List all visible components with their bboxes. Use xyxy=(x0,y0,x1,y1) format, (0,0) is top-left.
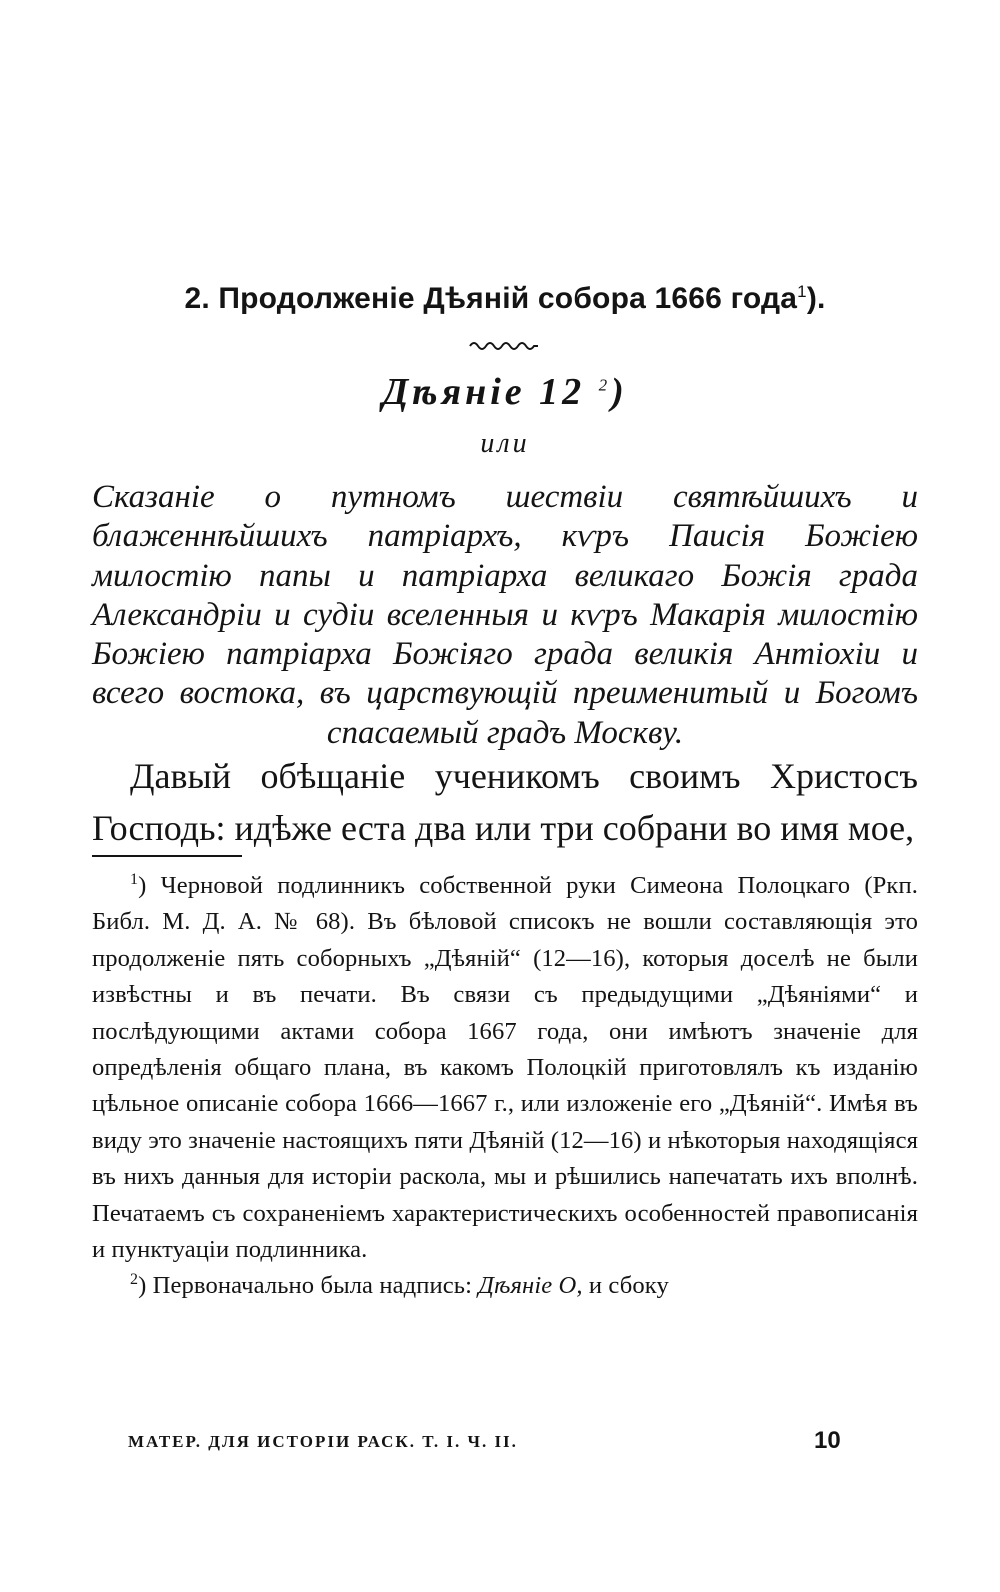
ornament-divider xyxy=(468,334,540,354)
section-heading-text: 2. Продолженіе Дѣяній собора 1666 года xyxy=(184,282,798,315)
running-title: МАТЕР. ДЛЯ ИСТОРІИ РАСК. Т. I. Ч. II. xyxy=(128,1432,518,1451)
footnotes xyxy=(92,868,918,1305)
footnote-1-text: ) Черновой подлинникъ собственной руки Симеона Полоцкаго (Ркп. Библ. М. Д. А. № 68). Въ бѣловой списокъ не вошли составляющія это продолженіе пять соборныхъ „Дѣяній“ (12—16), которыя доселѣ не были извѣстны и въ печати. Въ связи съ предыдущими „Дѣяніями“ и послѣдующими актами собора 1667 года, они имѣютъ значеніе для опредѣленія общаго плана, въ какомъ Полоцкій приготовлялъ къ изданію цѣльное описаніе собора 1666—1667 г., или изложеніе его „Дѣяній“. Имѣя въ виду это значеніе настоящихъ пяти Дѣяній (12—16) и нѣкоторыя находящіяся въ нихъ данныя для исторіи раскола, мы и рѣшились напечатать ихъ вполнѣ. Печатаемъ съ сохраненіемъ характеристическихъ особенностей правописанія и пунктуаціи подлинника. xyxy=(92,872,918,1264)
footnote-1 xyxy=(92,868,918,1268)
body-paragraph: Давый обѣщаніе ученикомъ своимъ Христосъ Господь: идѣже еста два или три собрани во имя мое, xyxy=(92,756,918,848)
footnote-2-mark: 2 xyxy=(130,1271,139,1289)
footnote-2-italic: Дѣяніе О, xyxy=(478,1272,583,1300)
footnote-2-text: ) Первоначально была надпись: xyxy=(138,1272,473,1300)
act-title xyxy=(92,370,918,414)
page-number: 10 xyxy=(814,1427,841,1454)
act-title-close: ) xyxy=(611,371,628,413)
act-or: или xyxy=(480,428,530,459)
act-title-footnote-mark: 2 xyxy=(598,375,612,395)
section-heading-footnote-mark: 1 xyxy=(797,282,807,301)
act-title-text: Дѣяніе 12 xyxy=(382,371,586,413)
section-heading xyxy=(92,282,918,316)
footnote-separator xyxy=(92,855,242,857)
book-page xyxy=(92,0,918,1592)
footnote-2-tail: и сбоку xyxy=(588,1272,669,1300)
footnote-1-mark: 1 xyxy=(130,870,139,888)
section-heading-close: ). xyxy=(806,282,826,315)
footnote-2 xyxy=(92,1268,918,1304)
act-subtitle: Сказаніе о путномъ шествіи святѣйшихъ и блаженнѣйшихъ патріархъ, кѵръ Паисія Божіею милостію папы и патріарха великаго Божія града Александріи и судіи вселенныя и кѵръ Макарія милостію Божіею патріарха Божіяго града великія Антіохіи и всего востока, въ царствующій преименитый и Богомъ спасаемый градъ Москву. xyxy=(92,479,918,751)
